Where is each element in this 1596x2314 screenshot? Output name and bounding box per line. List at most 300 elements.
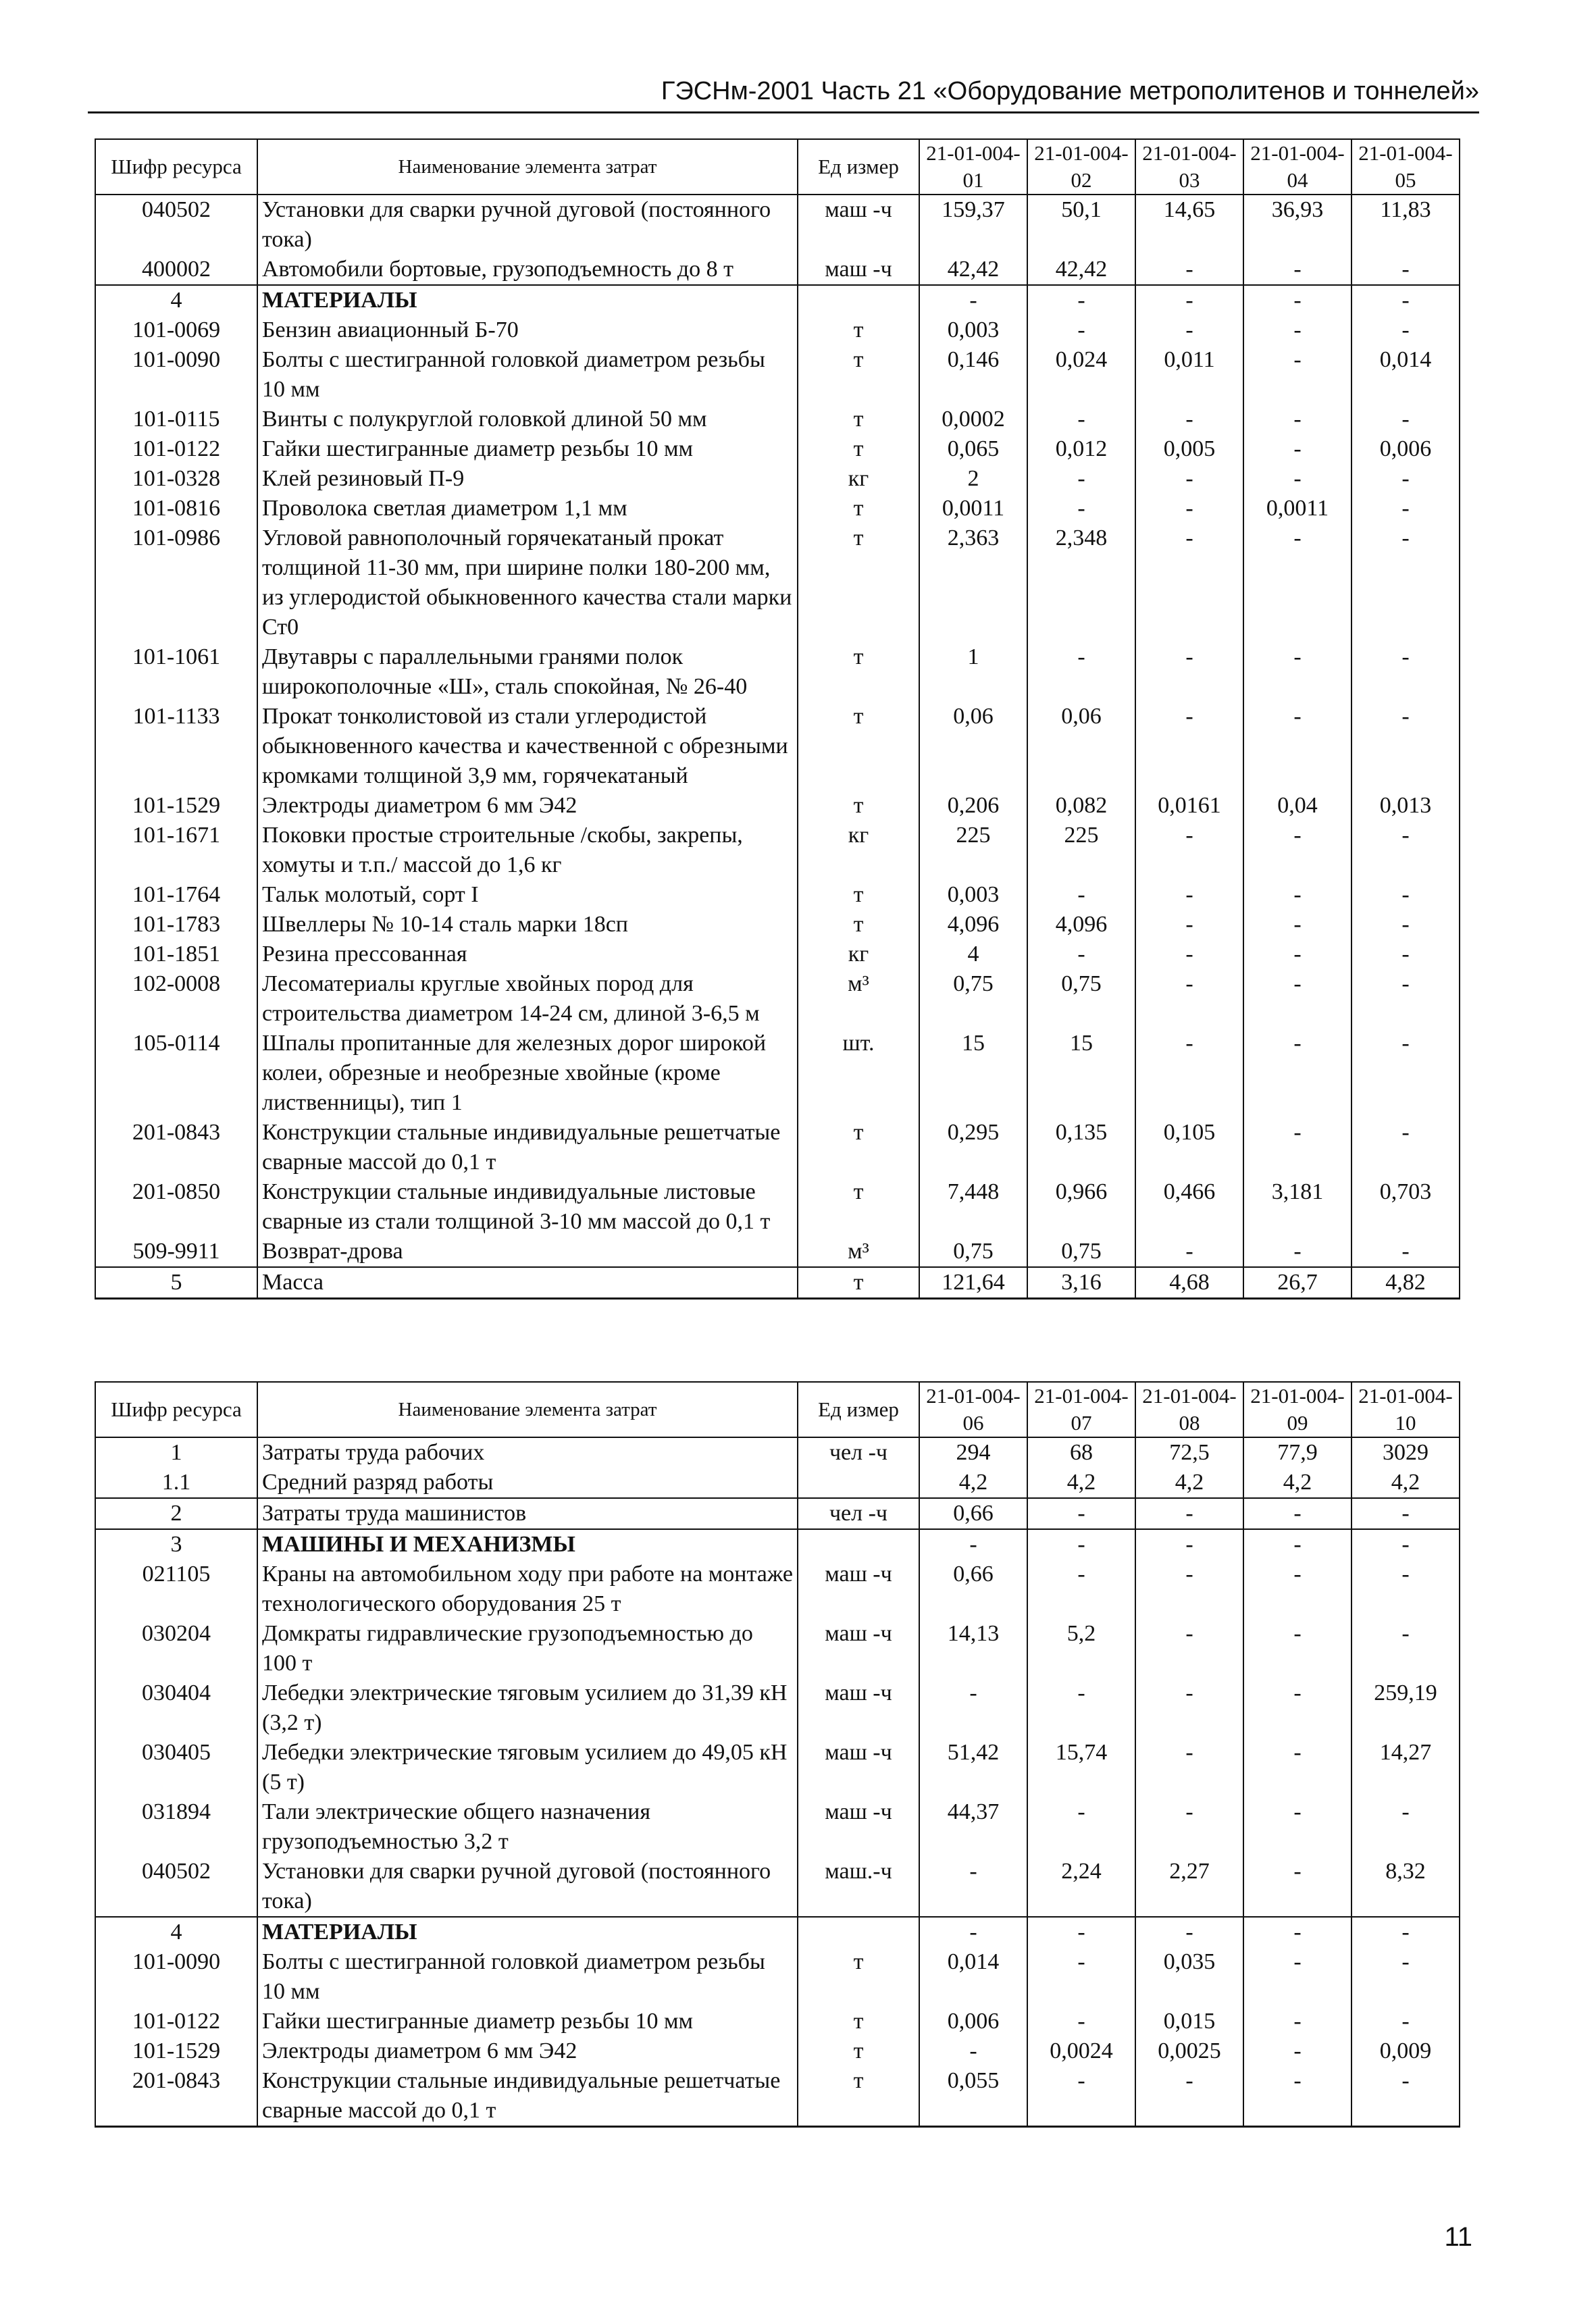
value-cell: 51,42 bbox=[919, 1738, 1027, 1797]
resource-name: Возврат-дрова bbox=[257, 1237, 798, 1267]
value-cell: 3,16 bbox=[1027, 1267, 1135, 1299]
resource-code: 2 bbox=[95, 1498, 257, 1529]
value-cell: - bbox=[1027, 285, 1135, 315]
value-cell: 0,082 bbox=[1027, 791, 1135, 821]
value-cell: 0,003 bbox=[919, 880, 1027, 910]
value-cell: 8,32 bbox=[1352, 1857, 1460, 1917]
resource-code: 101-0115 bbox=[95, 405, 257, 434]
header-name: Наименование элемента затрат bbox=[257, 139, 798, 195]
value-cell: 5,2 bbox=[1027, 1619, 1135, 1678]
table-row bbox=[95, 1468, 1460, 1498]
value-cell: 2,363 bbox=[919, 523, 1027, 642]
resource-name: МАТЕРИАЛЫ bbox=[257, 285, 798, 315]
value-cell: - bbox=[1243, 1560, 1352, 1619]
value-cell: - bbox=[1135, 1797, 1243, 1857]
resource-name: Болты с шестигранной головкой диаметром резьбы 10 мм bbox=[257, 345, 798, 405]
resource-code: 031894 bbox=[95, 1797, 257, 1857]
value-cell: 4,68 bbox=[1135, 1267, 1243, 1299]
value-cell: 0,966 bbox=[1027, 1177, 1135, 1237]
value-cell: 0,015 bbox=[1135, 2007, 1243, 2036]
header-col: 21-01-004-03 bbox=[1135, 139, 1243, 195]
value-cell: - bbox=[919, 1857, 1027, 1917]
header-col: 21-01-004-02 bbox=[1027, 139, 1135, 195]
table-row bbox=[95, 1857, 1460, 1917]
value-cell: 121,64 bbox=[919, 1267, 1027, 1299]
value-cell: - bbox=[1243, 1797, 1352, 1857]
value-cell: - bbox=[1352, 523, 1460, 642]
table-row bbox=[95, 523, 1460, 642]
resource-table-1 bbox=[95, 138, 1460, 1300]
value-cell: 225 bbox=[919, 821, 1027, 880]
value-cell: 14,27 bbox=[1352, 1738, 1460, 1797]
table-row bbox=[95, 1529, 1460, 1560]
value-cell: 0,035 bbox=[1135, 1947, 1243, 2007]
value-cell: 0,105 bbox=[1135, 1118, 1243, 1177]
resource-name: Проволока светлая диаметром 1,1 мм bbox=[257, 494, 798, 523]
resource-name: Затраты труда рабочих bbox=[257, 1437, 798, 1468]
value-cell: - bbox=[1027, 315, 1135, 345]
resource-code: 3 bbox=[95, 1529, 257, 1560]
value-cell: - bbox=[1027, 464, 1135, 494]
unit-cell: м³ bbox=[798, 969, 919, 1029]
value-cell: - bbox=[1027, 405, 1135, 434]
resource-code: 040502 bbox=[95, 195, 257, 255]
table-row bbox=[95, 255, 1460, 285]
unit-cell: т bbox=[798, 1118, 919, 1177]
table-row bbox=[95, 940, 1460, 969]
table-row bbox=[95, 1498, 1460, 1529]
value-cell: - bbox=[1135, 464, 1243, 494]
value-cell: - bbox=[1243, 1237, 1352, 1267]
unit-cell: маш -ч bbox=[798, 1678, 919, 1738]
value-cell: 2,24 bbox=[1027, 1857, 1135, 1917]
value-cell: - bbox=[1243, 880, 1352, 910]
unit-cell: шт. bbox=[798, 1029, 919, 1118]
value-cell: - bbox=[1135, 1529, 1243, 1560]
unit-cell: маш -ч bbox=[798, 195, 919, 255]
resource-name: Двутавры с параллельными гранями полок широкополочные «Ш», сталь спокойная, № 26-40 bbox=[257, 642, 798, 702]
value-cell: - bbox=[1027, 1498, 1135, 1529]
value-cell: 0,66 bbox=[919, 1560, 1027, 1619]
resource-code: 201-0850 bbox=[95, 1177, 257, 1237]
value-cell: - bbox=[1027, 1947, 1135, 2007]
value-cell: - bbox=[1027, 1678, 1135, 1738]
table-row bbox=[95, 345, 1460, 405]
value-cell: - bbox=[919, 1529, 1027, 1560]
value-cell: 42,42 bbox=[1027, 255, 1135, 285]
value-cell: - bbox=[1243, 1029, 1352, 1118]
value-cell: - bbox=[1352, 285, 1460, 315]
unit-cell: маш -ч bbox=[798, 1797, 919, 1857]
value-cell: 68 bbox=[1027, 1437, 1135, 1468]
value-cell: - bbox=[1352, 1619, 1460, 1678]
value-cell: - bbox=[1352, 1797, 1460, 1857]
resource-code: 101-0122 bbox=[95, 2007, 257, 2036]
value-cell: - bbox=[1027, 642, 1135, 702]
table-row bbox=[95, 285, 1460, 315]
value-cell: - bbox=[1135, 642, 1243, 702]
page-number: 11 bbox=[1444, 2222, 1472, 2252]
value-cell: - bbox=[1243, 1947, 1352, 2007]
value-cell: - bbox=[1135, 405, 1243, 434]
value-cell: - bbox=[1135, 1619, 1243, 1678]
value-cell: - bbox=[1352, 464, 1460, 494]
header-code: Шифр ресурса bbox=[95, 1382, 257, 1437]
value-cell: - bbox=[1135, 1738, 1243, 1797]
value-cell: 0,003 bbox=[919, 315, 1027, 345]
value-cell: - bbox=[1135, 1560, 1243, 1619]
unit-cell: т bbox=[798, 2066, 919, 2127]
value-cell: 0,024 bbox=[1027, 345, 1135, 405]
value-cell: 0,013 bbox=[1352, 791, 1460, 821]
value-cell: 0,055 bbox=[919, 2066, 1027, 2127]
value-cell: 0,014 bbox=[919, 1947, 1027, 2007]
value-cell: 4,096 bbox=[1027, 910, 1135, 940]
value-cell: - bbox=[1243, 1118, 1352, 1177]
page-header: ГЭСНм-2001 Часть 21 «Оборудование метрополитенов и тоннелей» bbox=[661, 77, 1479, 105]
value-cell: - bbox=[1352, 494, 1460, 523]
value-cell: - bbox=[1352, 1498, 1460, 1529]
value-cell: - bbox=[1027, 1560, 1135, 1619]
value-cell: 4,2 bbox=[1135, 1468, 1243, 1498]
unit-cell: маш -ч bbox=[798, 1560, 919, 1619]
table-row bbox=[95, 494, 1460, 523]
value-cell: - bbox=[1243, 464, 1352, 494]
unit-cell: т bbox=[798, 702, 919, 791]
value-cell: 0,66 bbox=[919, 1498, 1027, 1529]
unit-cell: т bbox=[798, 880, 919, 910]
value-cell: 0,75 bbox=[1027, 1237, 1135, 1267]
resource-name: МАТЕРИАЛЫ bbox=[257, 1917, 798, 1947]
unit-cell: т bbox=[798, 2036, 919, 2066]
resource-name: Электроды диаметром 6 мм Э42 bbox=[257, 791, 798, 821]
value-cell: - bbox=[1135, 2066, 1243, 2127]
value-cell: 77,9 bbox=[1243, 1437, 1352, 1468]
value-cell: - bbox=[919, 1678, 1027, 1738]
value-cell: 159,37 bbox=[919, 195, 1027, 255]
value-cell: 44,37 bbox=[919, 1797, 1027, 1857]
value-cell: 3,181 bbox=[1243, 1177, 1352, 1237]
resource-code: 101-1133 bbox=[95, 702, 257, 791]
value-cell: 72,5 bbox=[1135, 1437, 1243, 1468]
value-cell: 0,065 bbox=[919, 434, 1027, 464]
value-cell: - bbox=[1352, 2007, 1460, 2036]
value-cell: - bbox=[1027, 1917, 1135, 1947]
table-row bbox=[95, 434, 1460, 464]
value-cell: - bbox=[1027, 1529, 1135, 1560]
resource-name: Поковки простые строительные /скобы, закрепы, хомуты и т.п./ массой до 1,6 кг bbox=[257, 821, 798, 880]
table-row bbox=[95, 880, 1460, 910]
resource-name: Лесоматериалы круглые хвойных пород для строительства диаметром 14-24 см, длиной 3-6,5 м bbox=[257, 969, 798, 1029]
value-cell: 0,0011 bbox=[1243, 494, 1352, 523]
value-cell: - bbox=[1243, 969, 1352, 1029]
resource-code: 101-1783 bbox=[95, 910, 257, 940]
resource-name: Краны на автомобильном ходу при работе на монтаже технологического оборудования 25 т bbox=[257, 1560, 798, 1619]
value-cell: - bbox=[1243, 910, 1352, 940]
value-cell: - bbox=[1243, 255, 1352, 285]
unit-cell: кг bbox=[798, 821, 919, 880]
resource-table-2 bbox=[95, 1381, 1460, 2128]
unit-cell: т bbox=[798, 523, 919, 642]
resource-code: 201-0843 bbox=[95, 1118, 257, 1177]
resource-name: Тали электрические общего назначения грузоподъемностью 3,2 т bbox=[257, 1797, 798, 1857]
value-cell: - bbox=[1352, 969, 1460, 1029]
value-cell: 4,82 bbox=[1352, 1267, 1460, 1299]
value-cell: 2,348 bbox=[1027, 523, 1135, 642]
value-cell: 36,93 bbox=[1243, 195, 1352, 255]
value-cell: 4 bbox=[919, 940, 1027, 969]
value-cell: - bbox=[1352, 315, 1460, 345]
resource-code: 4 bbox=[95, 1917, 257, 1947]
header-code: Шифр ресурса bbox=[95, 139, 257, 195]
value-cell: 0,135 bbox=[1027, 1118, 1135, 1177]
value-cell: - bbox=[1352, 1029, 1460, 1118]
value-cell: 0,75 bbox=[919, 969, 1027, 1029]
value-cell: - bbox=[1243, 434, 1352, 464]
value-cell: - bbox=[1135, 1029, 1243, 1118]
value-cell: 0,0011 bbox=[919, 494, 1027, 523]
value-cell: - bbox=[1243, 1917, 1352, 1947]
value-cell: - bbox=[919, 285, 1027, 315]
table-row bbox=[95, 1917, 1460, 1947]
value-cell: 7,448 bbox=[919, 1177, 1027, 1237]
value-cell: 259,19 bbox=[1352, 1678, 1460, 1738]
resource-name: Конструкции стальные индивидуальные решетчатые сварные массой до 0,1 т bbox=[257, 2066, 798, 2127]
table-row bbox=[95, 464, 1460, 494]
value-cell: - bbox=[1135, 1498, 1243, 1529]
resource-name: Домкраты гидравлические грузоподъемностью до 100 т bbox=[257, 1619, 798, 1678]
table-row bbox=[95, 315, 1460, 345]
value-cell: 26,7 bbox=[1243, 1267, 1352, 1299]
resource-name: Винты с полукруглой головкой длиной 50 мм bbox=[257, 405, 798, 434]
value-cell: - bbox=[1352, 255, 1460, 285]
table-row bbox=[95, 2066, 1460, 2127]
value-cell: 0,466 bbox=[1135, 1177, 1243, 1237]
value-cell: 15,74 bbox=[1027, 1738, 1135, 1797]
value-cell: - bbox=[1027, 1797, 1135, 1857]
resource-name: Прокат тонколистовой из стали углеродистой обыкновенного качества и качественной с обрезными кромками толщиной 3,9 мм, горячекатаный bbox=[257, 702, 798, 791]
unit-cell bbox=[798, 1468, 919, 1498]
resource-code: 1.1 bbox=[95, 1468, 257, 1498]
resource-name: Электроды диаметром 6 мм Э42 bbox=[257, 2036, 798, 2066]
resource-code: 030405 bbox=[95, 1738, 257, 1797]
resource-name: Клей резиновый П-9 bbox=[257, 464, 798, 494]
header-col: 21-01-004-09 bbox=[1243, 1382, 1352, 1437]
resource-code: 101-1529 bbox=[95, 791, 257, 821]
value-cell: 1 bbox=[919, 642, 1027, 702]
table-row bbox=[95, 1029, 1460, 1118]
value-cell: 0,146 bbox=[919, 345, 1027, 405]
header-col: 21-01-004-04 bbox=[1243, 139, 1352, 195]
value-cell: 0,295 bbox=[919, 1118, 1027, 1177]
value-cell: - bbox=[1352, 642, 1460, 702]
resource-code: 101-1671 bbox=[95, 821, 257, 880]
unit-cell: т bbox=[798, 315, 919, 345]
table-row bbox=[95, 1738, 1460, 1797]
unit-cell: т bbox=[798, 642, 919, 702]
value-cell: - bbox=[1243, 1738, 1352, 1797]
value-cell: - bbox=[1135, 255, 1243, 285]
resource-code: 105-0114 bbox=[95, 1029, 257, 1118]
unit-cell: т bbox=[798, 345, 919, 405]
value-cell: 15 bbox=[919, 1029, 1027, 1118]
unit-cell bbox=[798, 1529, 919, 1560]
value-cell: - bbox=[1243, 1857, 1352, 1917]
header-col: 21-01-004-06 bbox=[919, 1382, 1027, 1437]
value-cell: - bbox=[1352, 880, 1460, 910]
resource-name: Конструкции стальные индивидуальные листовые сварные из стали толщиной 3-10 мм массой до 0,1 т bbox=[257, 1177, 798, 1237]
table-row bbox=[95, 791, 1460, 821]
table-row bbox=[95, 1237, 1460, 1267]
table-row bbox=[95, 1437, 1460, 1468]
unit-cell: чел -ч bbox=[798, 1437, 919, 1468]
value-cell: 0,012 bbox=[1027, 434, 1135, 464]
value-cell: 0,75 bbox=[1027, 969, 1135, 1029]
value-cell: 50,1 bbox=[1027, 195, 1135, 255]
value-cell: 0,0025 bbox=[1135, 2036, 1243, 2066]
table-row bbox=[95, 1619, 1460, 1678]
value-cell: 4,2 bbox=[1243, 1468, 1352, 1498]
table-row bbox=[95, 2036, 1460, 2066]
value-cell: 0,206 bbox=[919, 791, 1027, 821]
value-cell: 0,0161 bbox=[1135, 791, 1243, 821]
value-cell: - bbox=[1243, 405, 1352, 434]
resource-name: Лебедки электрические тяговым усилием до 31,39 кН (3,2 т) bbox=[257, 1678, 798, 1738]
value-cell: - bbox=[1243, 345, 1352, 405]
value-cell: - bbox=[919, 1917, 1027, 1947]
header-col: 21-01-004-07 bbox=[1027, 1382, 1135, 1437]
value-cell: - bbox=[1243, 642, 1352, 702]
value-cell: - bbox=[1135, 523, 1243, 642]
value-cell: - bbox=[1352, 1529, 1460, 1560]
table-row bbox=[95, 1118, 1460, 1177]
value-cell: - bbox=[1243, 940, 1352, 969]
unit-cell: т bbox=[798, 434, 919, 464]
resource-name: Тальк молотый, сорт I bbox=[257, 880, 798, 910]
resource-name: Затраты труда машинистов bbox=[257, 1498, 798, 1529]
value-cell: - bbox=[1243, 1678, 1352, 1738]
unit-cell: маш -ч bbox=[798, 255, 919, 285]
value-cell: - bbox=[1352, 1947, 1460, 2007]
value-cell: 2 bbox=[919, 464, 1027, 494]
table-row bbox=[95, 1947, 1460, 2007]
value-cell: 225 bbox=[1027, 821, 1135, 880]
resource-code: 021105 bbox=[95, 1560, 257, 1619]
value-cell: 14,13 bbox=[919, 1619, 1027, 1678]
value-cell: 0,75 bbox=[919, 1237, 1027, 1267]
resource-name: Гайки шестигранные диаметр резьбы 10 мм bbox=[257, 434, 798, 464]
value-cell: - bbox=[1243, 523, 1352, 642]
value-cell: - bbox=[1243, 1529, 1352, 1560]
resource-name: Болты с шестигранной головкой диаметром резьбы 10 мм bbox=[257, 1947, 798, 2007]
value-cell: - bbox=[1243, 821, 1352, 880]
value-cell: 0,005 bbox=[1135, 434, 1243, 464]
value-cell: 0,04 bbox=[1243, 791, 1352, 821]
table-row bbox=[95, 1177, 1460, 1237]
value-cell: 0,009 bbox=[1352, 2036, 1460, 2066]
resource-code: 101-0816 bbox=[95, 494, 257, 523]
value-cell: - bbox=[1352, 940, 1460, 969]
resource-name: Установки для сварки ручной дуговой (постоянного тока) bbox=[257, 195, 798, 255]
unit-cell: т bbox=[798, 405, 919, 434]
value-cell: 0,0002 bbox=[919, 405, 1027, 434]
resource-code: 101-0328 bbox=[95, 464, 257, 494]
resource-name: Масса bbox=[257, 1267, 798, 1299]
unit-cell: кг bbox=[798, 464, 919, 494]
value-cell: - bbox=[1027, 940, 1135, 969]
resource-code: 101-0122 bbox=[95, 434, 257, 464]
value-cell: - bbox=[1135, 1678, 1243, 1738]
unit-cell bbox=[798, 285, 919, 315]
value-cell: 0,703 bbox=[1352, 1177, 1460, 1237]
value-cell: - bbox=[1243, 2066, 1352, 2127]
resource-name: Лебедки электрические тяговым усилием до 49,05 кН (5 т) bbox=[257, 1738, 798, 1797]
header-col: 21-01-004-08 bbox=[1135, 1382, 1243, 1437]
value-cell: - bbox=[1243, 702, 1352, 791]
table-row bbox=[95, 910, 1460, 940]
resource-name: Конструкции стальные индивидуальные решетчатые сварные массой до 0,1 т bbox=[257, 1118, 798, 1177]
value-cell: - bbox=[1027, 2007, 1135, 2036]
value-cell: 294 bbox=[919, 1437, 1027, 1468]
value-cell: - bbox=[1135, 1917, 1243, 1947]
value-cell: 2,27 bbox=[1135, 1857, 1243, 1917]
value-cell: - bbox=[1135, 702, 1243, 791]
header-unit: Ед измер bbox=[798, 1382, 919, 1437]
value-cell: - bbox=[1135, 285, 1243, 315]
table-row bbox=[95, 821, 1460, 880]
resource-code: 040502 bbox=[95, 1857, 257, 1917]
table-row bbox=[95, 1560, 1460, 1619]
resource-code: 5 bbox=[95, 1267, 257, 1299]
table-row bbox=[95, 1797, 1460, 1857]
value-cell: - bbox=[1352, 2066, 1460, 2127]
resource-code: 4 bbox=[95, 285, 257, 315]
resource-code: 101-1851 bbox=[95, 940, 257, 969]
resource-code: 101-0090 bbox=[95, 1947, 257, 2007]
unit-cell: кг bbox=[798, 940, 919, 969]
header-col: 21-01-004-10 bbox=[1352, 1382, 1460, 1437]
value-cell: 0,06 bbox=[1027, 702, 1135, 791]
unit-cell: м³ bbox=[798, 1237, 919, 1267]
value-cell: 0,014 bbox=[1352, 345, 1460, 405]
header-rule bbox=[88, 111, 1479, 113]
header-unit: Ед измер bbox=[798, 139, 919, 195]
unit-cell: т bbox=[798, 791, 919, 821]
unit-cell: т bbox=[798, 2007, 919, 2036]
value-cell: - bbox=[1243, 2007, 1352, 2036]
resource-code: 101-1764 bbox=[95, 880, 257, 910]
value-cell: - bbox=[1243, 285, 1352, 315]
value-cell: - bbox=[1352, 1237, 1460, 1267]
unit-cell: чел -ч bbox=[798, 1498, 919, 1529]
value-cell: - bbox=[1352, 1560, 1460, 1619]
resource-name: Угловой равнополочный горячекатаный прокат толщиной 11-30 мм, при ширине полки 180-200 мм, из углеродистой обыкновенного качества стали марки Ст0 bbox=[257, 523, 798, 642]
table-row bbox=[95, 642, 1460, 702]
resource-code: 101-1529 bbox=[95, 2036, 257, 2066]
unit-cell: маш -ч bbox=[798, 1738, 919, 1797]
value-cell: - bbox=[1135, 315, 1243, 345]
resource-code: 030404 bbox=[95, 1678, 257, 1738]
unit-cell: т bbox=[798, 910, 919, 940]
value-cell: 14,65 bbox=[1135, 195, 1243, 255]
unit-cell: маш.-ч bbox=[798, 1857, 919, 1917]
resource-code: 400002 bbox=[95, 255, 257, 285]
value-cell: - bbox=[1135, 969, 1243, 1029]
resource-code: 101-1061 bbox=[95, 642, 257, 702]
value-cell: 0,06 bbox=[919, 702, 1027, 791]
resource-name: Бензин авиационный Б-70 bbox=[257, 315, 798, 345]
resource-name: Установки для сварки ручной дуговой (постоянного тока) bbox=[257, 1857, 798, 1917]
